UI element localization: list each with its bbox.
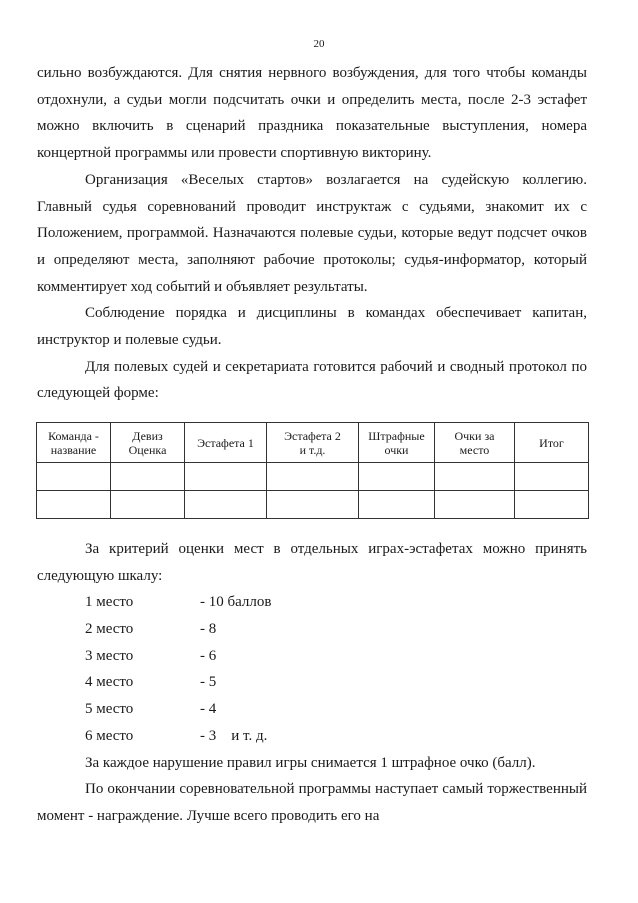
scale-points: - 4 xyxy=(200,701,217,718)
paragraph-discipline: Соблюдение порядка и дисциплины в командах обеспечивает капитан, инструктор и полевые судьи. xyxy=(37,305,587,349)
scale-points: - 10 баллов xyxy=(200,594,272,611)
protocol-table xyxy=(36,422,589,519)
scoring-scale-list xyxy=(37,589,587,749)
list-item xyxy=(37,696,587,723)
page-number: 20 xyxy=(313,38,325,50)
table-cell xyxy=(435,463,515,491)
table-cell xyxy=(111,491,185,519)
table-cell xyxy=(515,463,589,491)
list-item xyxy=(37,723,587,750)
text-block-bottom xyxy=(37,536,587,830)
table-row xyxy=(37,491,589,519)
table-cell xyxy=(111,463,185,491)
table-cell xyxy=(185,491,267,519)
list-item xyxy=(37,616,587,643)
paragraph-penalty: За каждое нарушение правил игры снимается 1 штрафное очко (балл). xyxy=(85,754,536,771)
text-block-top xyxy=(37,60,587,407)
table-cell xyxy=(267,463,359,491)
scale-points: - 3 и т. д. xyxy=(200,727,268,744)
table-cell xyxy=(37,463,111,491)
scale-place: 4 место xyxy=(85,674,134,691)
header-relay-1: Эстафета 1 xyxy=(185,423,267,463)
table-cell xyxy=(359,463,435,491)
header-total: Итог xyxy=(515,423,589,463)
paragraph-protocol-intro: Для полевых судей и секретариата готовится рабочий и сводный протокол по следующей форме: xyxy=(37,358,587,402)
scale-place: 2 место xyxy=(85,621,134,638)
header-motto-score: Девиз Оценка xyxy=(111,423,185,463)
list-item xyxy=(37,643,587,670)
scale-place: 6 место xyxy=(85,727,134,744)
paragraph-scale-intro: За критерий оценки мест в отдельных играх-эстафетах можно принять следующую шкалу: xyxy=(37,541,587,584)
scale-place: 3 место xyxy=(85,647,134,664)
scale-place: 1 место xyxy=(85,594,134,611)
table-cell xyxy=(515,491,589,519)
table-cell xyxy=(185,463,267,491)
header-relay-2: Эстафета 2 и т.д. xyxy=(267,423,359,463)
paragraph-continuation: сильно возбуждаются. Для снятия нервного возбуждения, для того чтобы команды отдохнули, а судьи могли подсчитать очки и определить места, после 2-3 эстафет можно включить в сценарий праздника показательные выступления, номера концертной программы или провести спортивную викторину. xyxy=(37,65,587,162)
table-cell xyxy=(37,491,111,519)
table-row xyxy=(37,463,589,491)
header-penalty-points: Штрафные очки xyxy=(359,423,435,463)
scale-place: 5 место xyxy=(85,701,134,718)
list-item xyxy=(37,589,587,616)
header-team-name: Команда - название xyxy=(37,423,111,463)
table-cell xyxy=(435,491,515,519)
paragraph-awarding: По окончании соревновательной программы наступает самый торжественный момент - награждение. Лучше всего проводить его на xyxy=(37,781,587,824)
scale-points: - 5 xyxy=(200,674,217,691)
table-cell xyxy=(267,491,359,519)
paragraph-organization: Организация «Веселых стартов» возлагается на судейскую коллегию. Главный судья соревнований проводит инструктаж с судьями, знакомит их с Положением, программой. Назначаются полевые судьи, которые ведут подсчет очков и определяют места, заполняют рабочие протоколы; судья-информатор, который комментирует ход событий и объявляет результаты. xyxy=(37,171,587,295)
scale-points: - 6 xyxy=(200,647,217,664)
scale-points: - 8 xyxy=(200,621,217,638)
table-header-row xyxy=(37,423,589,463)
header-place-points: Очки за место xyxy=(435,423,515,463)
list-item xyxy=(37,669,587,696)
table-cell xyxy=(359,491,435,519)
